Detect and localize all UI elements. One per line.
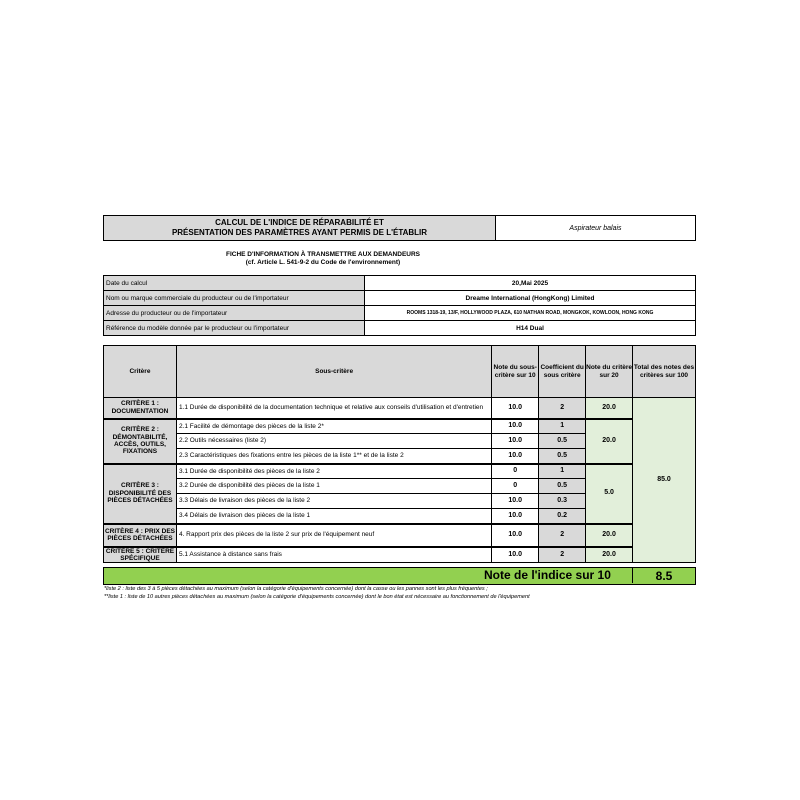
table-row xyxy=(104,398,696,419)
criterion-note: 5.0 xyxy=(586,464,633,524)
sub-note: 10.0 xyxy=(492,509,539,524)
sub-criterion: 3.1 Durée de disponibilité des pièces de la liste 2 xyxy=(176,464,491,479)
total-score: 85.0 xyxy=(633,398,696,563)
sub-criterion: 2.1 Facilité de démontage des pièces de la liste 2* xyxy=(176,419,491,434)
info-value: 20,Mai 2025 xyxy=(365,276,696,291)
criterion-note: 20.0 xyxy=(586,398,633,419)
sub-coef: 0.5 xyxy=(539,479,586,494)
col-header-critere: Critère xyxy=(104,346,177,398)
sub-coef: 1 xyxy=(539,419,586,434)
sub-coef: 2 xyxy=(539,398,586,419)
sub-criterion: 3.2 Durée de disponibilité des pièces de la liste 1 xyxy=(176,479,491,494)
sub-criterion: 2.2 Outils nécessaires (liste 2) xyxy=(176,434,491,449)
sub-coef: 0.5 xyxy=(539,434,586,449)
info-label: Date du calcul xyxy=(104,276,365,291)
info-row xyxy=(104,276,696,291)
criterion-4: CRITÈRE 4 : PRIX DES PIÈCES DÉTACHÉES xyxy=(104,524,177,547)
criterion-2: CRITÈRE 2 : DÉMONTABILITÉ, ACCÈS, OUTILS, FIXATIONS xyxy=(104,419,177,464)
col-header-note-sous: Note du sous-critère sur 10 xyxy=(492,346,539,398)
sub-criterion: 3.3 Délais de livraison des pièces de la liste 2 xyxy=(176,494,491,509)
info-value: Dreame International (HongKong) Limited xyxy=(365,291,696,306)
sub-note: 10.0 xyxy=(492,434,539,449)
table-row xyxy=(104,419,696,434)
info-table xyxy=(103,275,696,336)
sub-criterion: 3.4 Délais de livraison des pièces de la liste 1 xyxy=(176,509,491,524)
info-row xyxy=(104,291,696,306)
sub-note: 0 xyxy=(492,464,539,479)
info-label: Référence du modèle donnée par le producteur ou l'importateur xyxy=(104,321,365,336)
info-label: Nom ou marque commerciale du producteur ou de l'importateur xyxy=(104,291,365,306)
sub-coef: 1 xyxy=(539,464,586,479)
table-row xyxy=(104,464,696,479)
sub-coef: 0.5 xyxy=(539,449,586,464)
fiche-line2: (cf. Article L. 541-9-2 du Code de l'environnement) xyxy=(245,259,401,266)
sub-note: 10.0 xyxy=(492,524,539,547)
criterion-note: 20.0 xyxy=(586,524,633,547)
criterion-note: 20.0 xyxy=(586,547,633,563)
col-header-sous-critere: Sous-critère xyxy=(176,346,491,398)
header-title-line1: CALCUL DE L'INDICE DE RÉPARABILITÉ ET xyxy=(215,218,384,228)
col-header-note-critere: Note du critère sur 20 xyxy=(586,346,633,398)
sub-note: 0 xyxy=(492,479,539,494)
sub-coef: 2 xyxy=(539,524,586,547)
criterion-note: 20.0 xyxy=(586,419,633,464)
sub-criterion: 5.1 Assistance à distance sans frais xyxy=(176,547,491,563)
sub-note: 10.0 xyxy=(492,419,539,434)
footnote-2: **liste 1 : liste de 10 autres pièces détachées au maximum (selon la catégorie d'équipements concernée) dont le bon état est nécessaire au fonctionnement de l'équipement xyxy=(104,594,530,600)
criterion-5: CRITÈRE 5 : CRITÈRE SPÉCIFIQUE xyxy=(104,547,177,563)
sub-coef: 0.3 xyxy=(539,494,586,509)
final-score-label: Note de l'indice sur 10 xyxy=(484,568,611,582)
final-score-row xyxy=(103,567,696,585)
header-title xyxy=(103,215,496,241)
info-value: H14 Dual xyxy=(365,321,696,336)
fiche-line1: FICHE D'INFORMATION À TRANSMETTRE AUX DEMANDEURS xyxy=(225,250,420,258)
table-row xyxy=(104,524,696,547)
sub-criterion: 1.1 Durée de disponibilité de la documentation technique et relative aux conseils d'utilisation et d'entretien xyxy=(176,398,491,419)
info-row xyxy=(104,306,696,321)
info-value: ROOMS 1318-19, 13/F, HOLLYWOOD PLAZA, 610 NATHAN ROAD, MONGKOK, KOWLOON, HONG KONG xyxy=(365,306,696,321)
fiche-heading xyxy=(103,249,543,269)
score-table xyxy=(103,345,696,563)
table-header-row xyxy=(104,346,696,398)
footnote-1: *liste 2 : liste des 3 à 5 pièces détachées au maximum (selon la catégorie d'équipements concernée) dont la casse ou les pannes sont les plus fréquentes ; xyxy=(104,586,488,592)
sub-criterion: 4. Rapport prix des pièces de la liste 2 sur prix de l'équipement neuf xyxy=(176,524,491,547)
col-header-coef: Coefficient du sous critère xyxy=(539,346,586,398)
sub-criterion: 2.3 Caractéristiques des fixations entre les pièces de la liste 1** et de la liste 2 xyxy=(176,449,491,464)
info-row xyxy=(104,321,696,336)
final-score-value: 8.5 xyxy=(632,568,695,583)
table-row xyxy=(104,547,696,563)
sub-note: 10.0 xyxy=(492,494,539,509)
sub-coef: 2 xyxy=(539,547,586,563)
product-type: Aspirateur balais xyxy=(495,215,696,241)
criterion-3: CRITÈRE 3 : DISPONIBILITÉ DES PIÈCES DÉTACHÉES xyxy=(104,464,177,524)
criterion-1: CRITÈRE 1 : DOCUMENTATION xyxy=(104,398,177,419)
header-title-line2: PRÉSENTATION DES PARAMÈTRES AYANT PERMIS DE L'ÉTABLIR xyxy=(171,228,428,237)
info-label: Adresse du producteur ou de l'importateur xyxy=(104,306,365,321)
sub-note: 10.0 xyxy=(492,449,539,464)
col-header-total: Total des notes des critères sur 100 xyxy=(633,346,696,398)
sub-note: 10.0 xyxy=(492,398,539,419)
sub-coef: 0.2 xyxy=(539,509,586,524)
sub-note: 10.0 xyxy=(492,547,539,563)
